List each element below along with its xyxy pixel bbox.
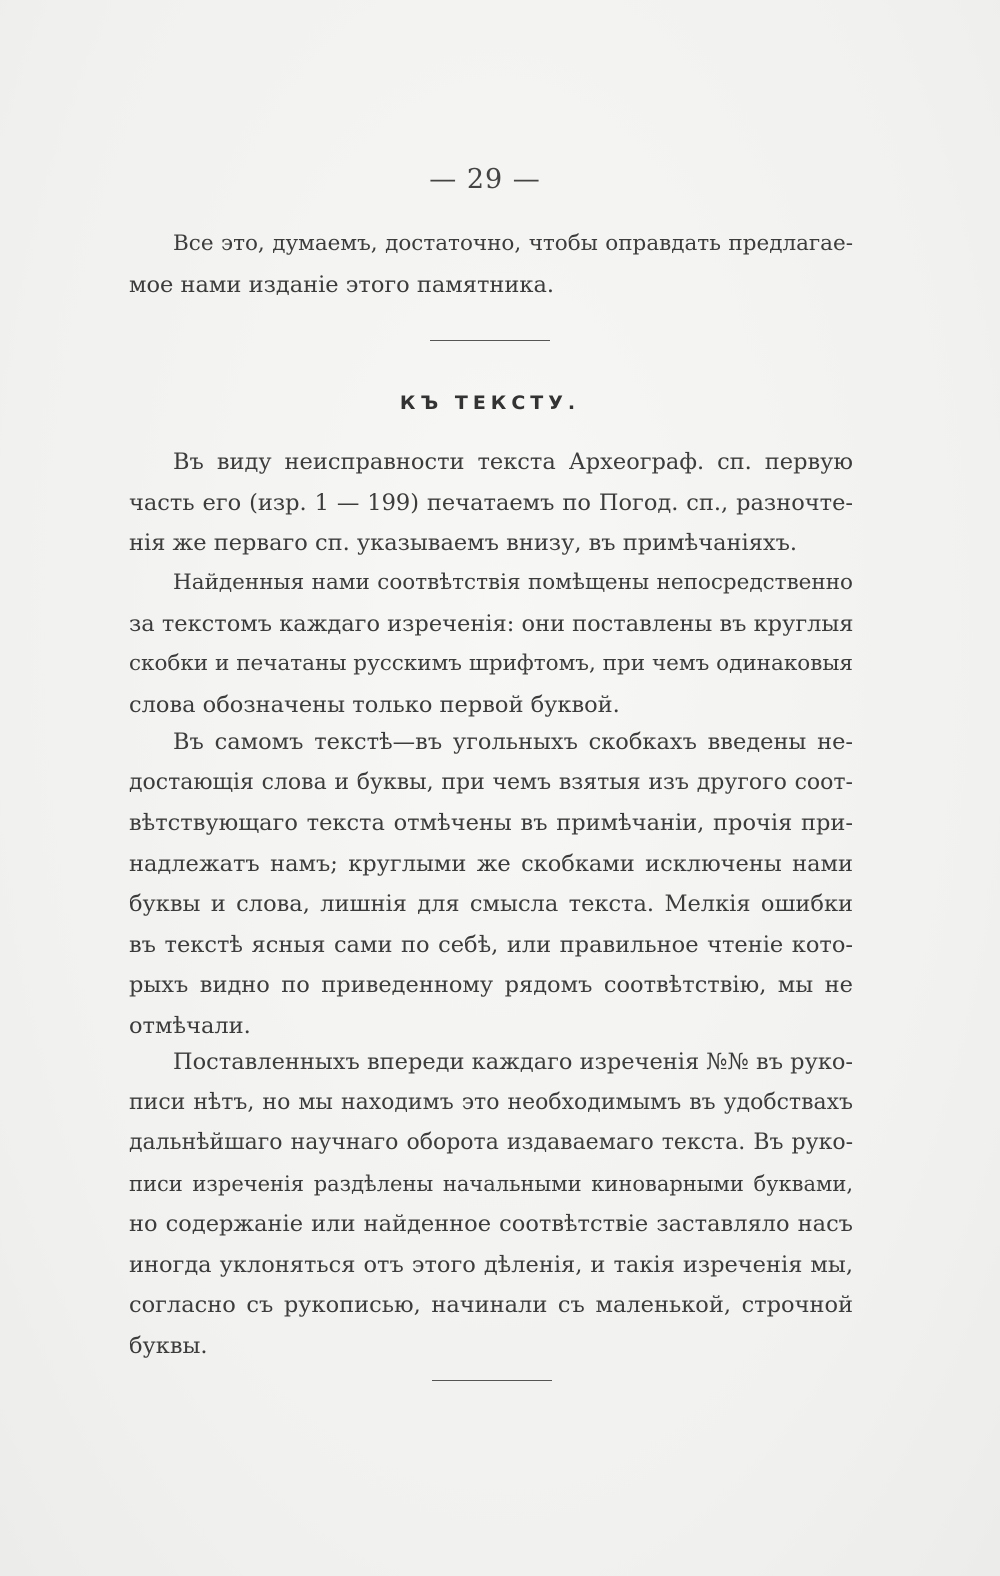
text-line: слова обозначены только первой буквой. bbox=[129, 691, 620, 718]
intro-paragraph bbox=[129, 224, 853, 305]
text-line: Все это, думаемъ, достаточно, чтобы оправдать предлагае- bbox=[173, 231, 853, 256]
end-divider bbox=[432, 1380, 552, 1381]
section-divider bbox=[430, 340, 550, 341]
text-line: часть его (изр. 1 — 199) печатаемъ по Погод. сп., разночте- bbox=[129, 489, 853, 516]
paragraph-3 bbox=[129, 722, 853, 1046]
text-line: отмѣчали. bbox=[129, 1012, 251, 1039]
text-line: за текстомъ каждаго изреченія: они поставлены въ круглыя bbox=[129, 610, 854, 637]
paragraph-4 bbox=[129, 1042, 853, 1366]
text-line: достающія слова и буквы, при чемъ взятыя изъ другого соот- bbox=[129, 769, 853, 795]
text-line: вѣтствующаго текста отмѣчены въ примѣчаніи, прочія при- bbox=[129, 810, 853, 836]
paragraph-2 bbox=[129, 563, 853, 725]
text-line: въ текстѣ ясныя сами по себѣ, или правильное чтеніе кото- bbox=[129, 931, 853, 958]
text-line: писи изреченія раздѣлены начальными киноварными буквами, bbox=[129, 1171, 853, 1196]
text-line: мое нами изданіе этого памятника. bbox=[129, 271, 555, 298]
text-line: Въ виду неисправности текста Археограф. сп. первую bbox=[173, 449, 853, 475]
text-line: писи нѣтъ, но мы находимъ это необходимымъ въ удобствахъ bbox=[129, 1089, 853, 1115]
text-line: но содержаніе или найденное соотвѣтствіе заставляло насъ bbox=[129, 1211, 853, 1237]
text-line: Въ самомъ текстѣ—въ угольныхъ скобкахъ введены не- bbox=[173, 729, 853, 755]
text-line: рыхъ видно по приведенному рядомъ соотвѣтствію, мы не bbox=[129, 972, 853, 998]
page-number: — 29 — bbox=[429, 164, 541, 195]
text-line: нія же перваго сп. указываемъ внизу, въ примѣчаніяхъ. bbox=[129, 530, 798, 556]
text-line: иногда уклоняться отъ этого дѣленія, и такія изреченія мы, bbox=[129, 1251, 853, 1278]
text-line: Найденныя нами соотвѣтствія помѣщены непосредственно bbox=[173, 570, 853, 595]
text-line: скобки и печатаны русскимъ шрифтомъ, при чемъ одинаковыя bbox=[129, 651, 853, 676]
text-line: надлежатъ намъ; круглыми же скобками исключены нами bbox=[129, 850, 853, 877]
text-line: буквы и слова, лишнія для смысла текста. Мелкія ошибки bbox=[129, 891, 853, 917]
text-line: буквы. bbox=[129, 1332, 208, 1359]
text-line: Поставленныхъ впереди каждаго изреченія №№ въ руко- bbox=[173, 1049, 854, 1075]
text-line: согласно съ рукописью, начинали съ маленькой, строчной bbox=[129, 1292, 853, 1318]
paragraph-1 bbox=[129, 442, 853, 564]
text-line: дальнѣйшаго научнаго оборота издаваемаго текста. Въ руко- bbox=[129, 1130, 853, 1155]
section-heading: КЪ ТЕКСТУ. bbox=[399, 392, 581, 414]
